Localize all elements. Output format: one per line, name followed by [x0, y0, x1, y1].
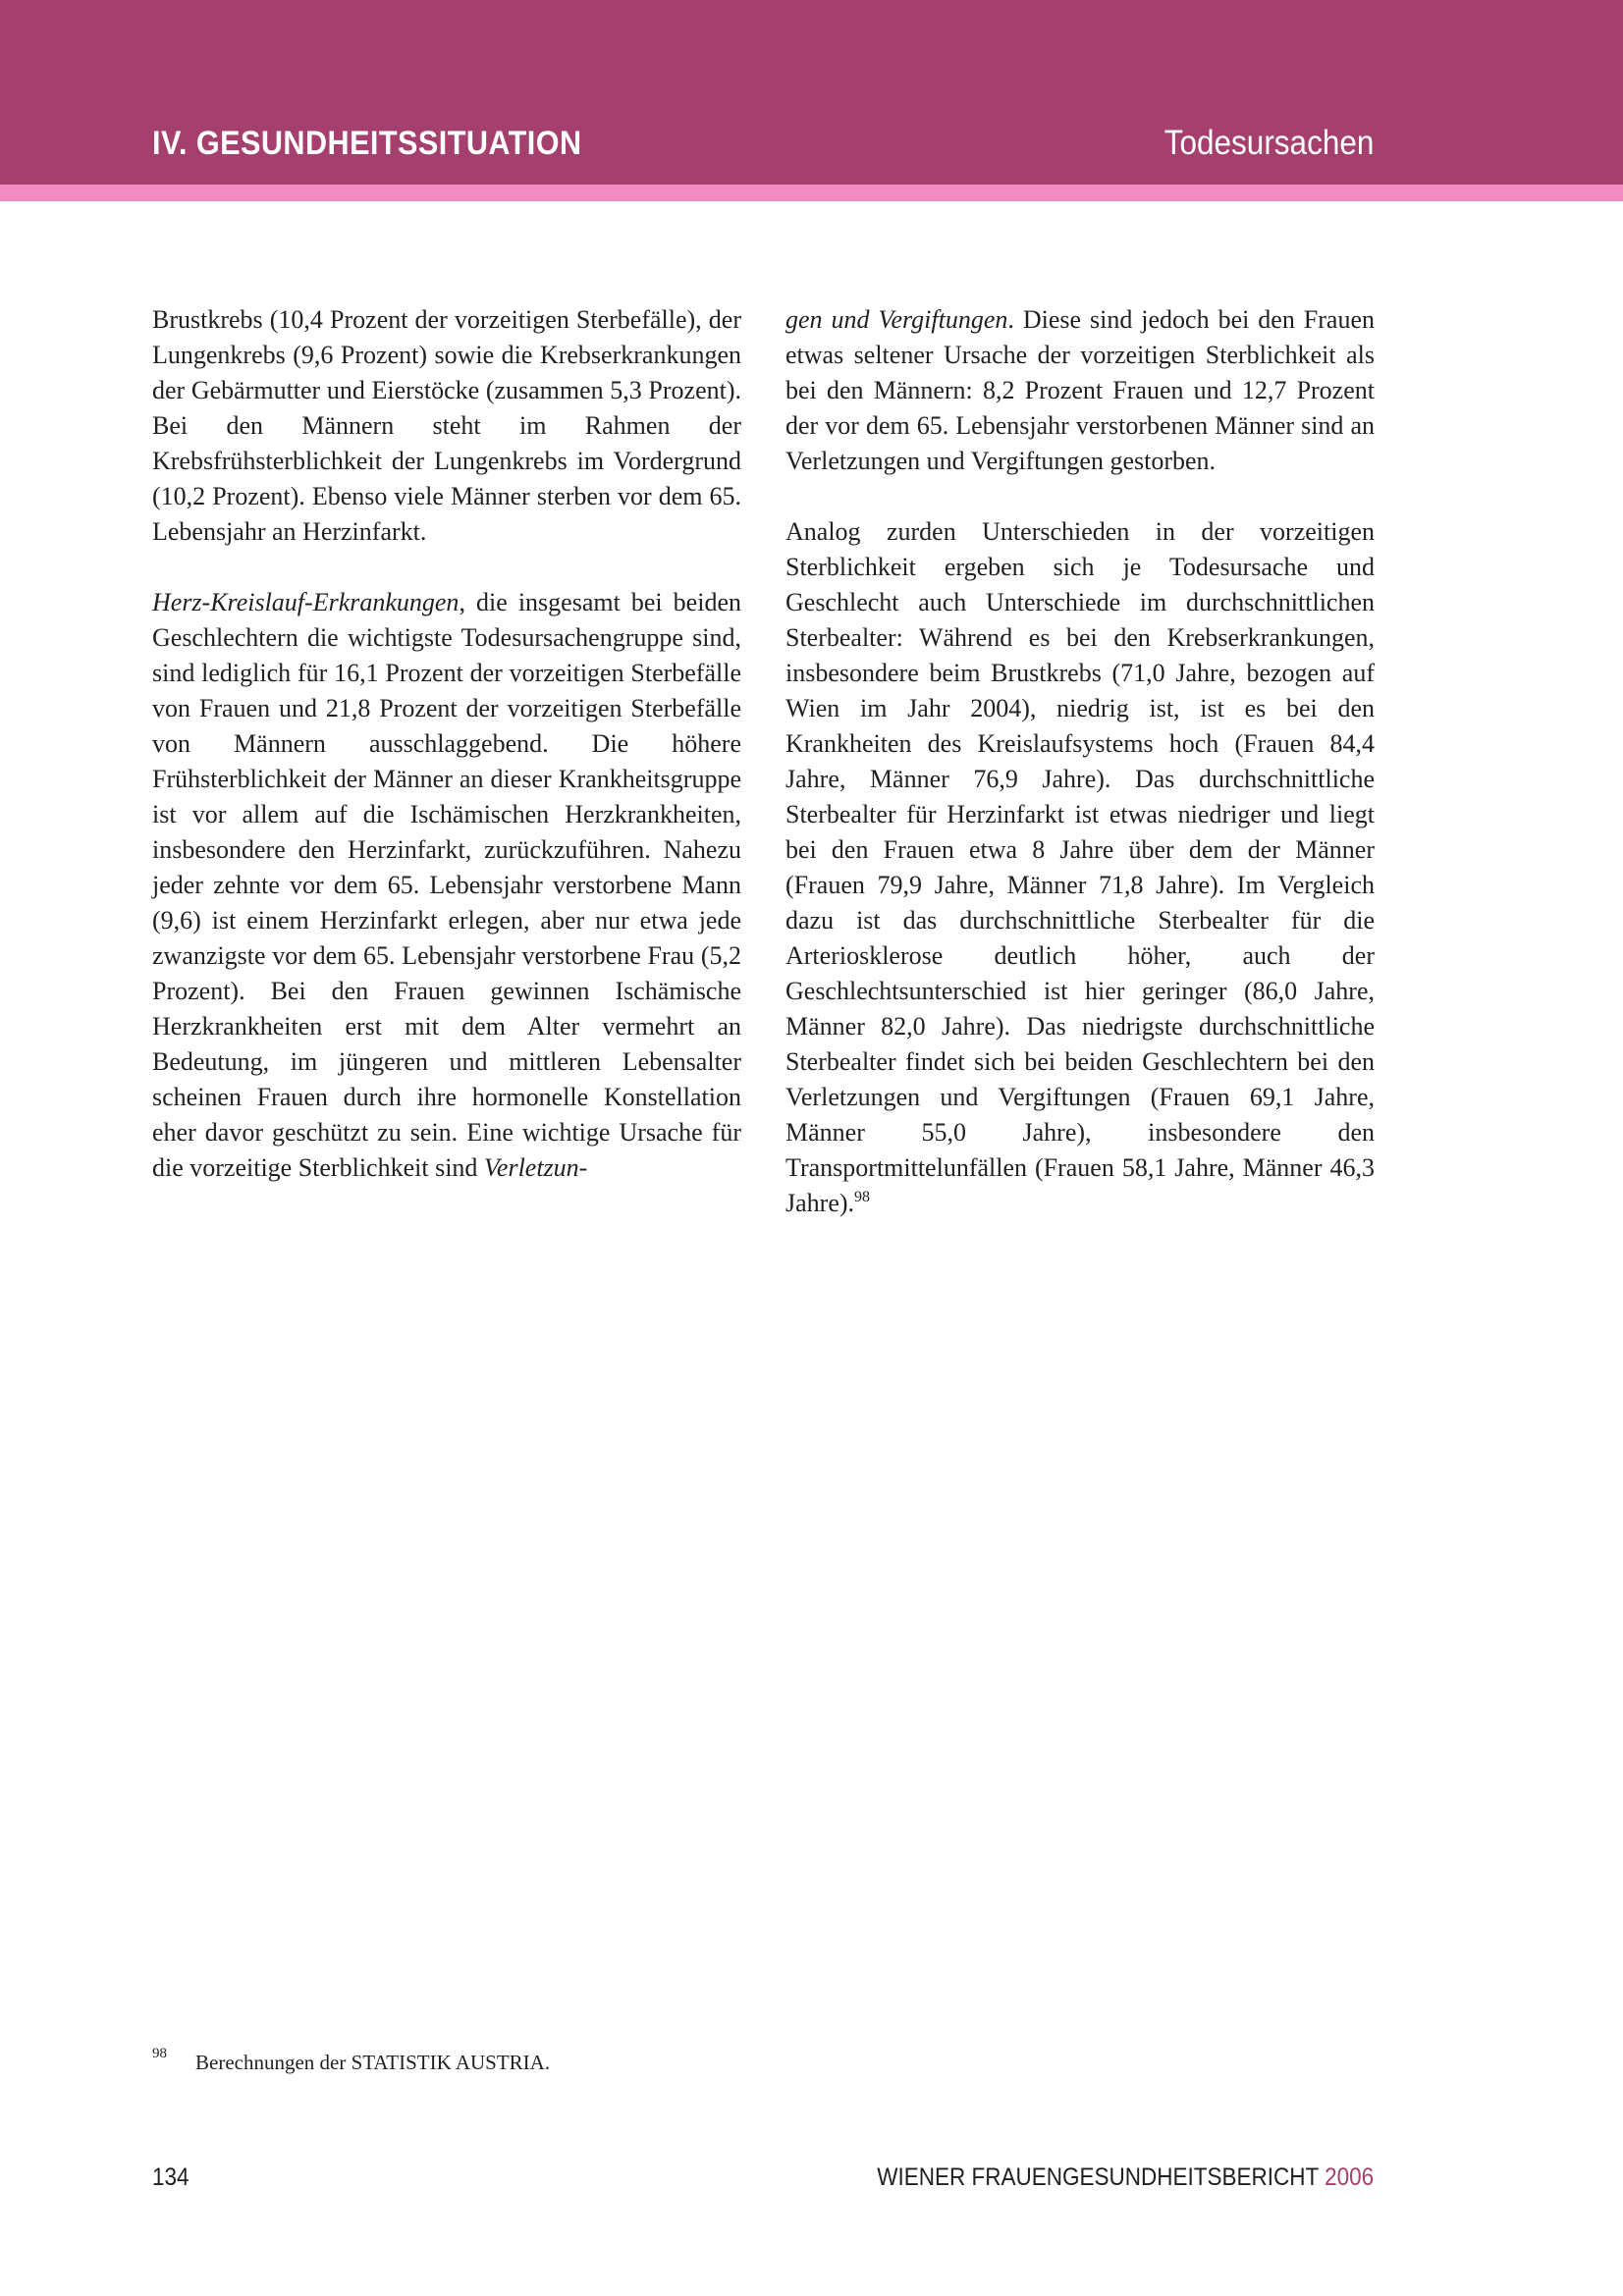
- paragraph-text: , die insgesamt bei beiden Geschlechtern die wichtigste Todesursachengruppe sind, sind lediglich für 16,1 Prozent der vorzeitigen Sterbefälle von Frauen und 21,8 Prozent der vorzeitigen Sterbefälle von Männern ausschlaggebend. Die höhere Frühsterblichkeit der Männer an dieser Krankheitsgruppe ist vor allem auf die Ischämischen Herzkrankheiten, insbesondere den Herzinfarkt, zurückzuführen. Nahezu jeder zehnte vor dem 65. Lebensjahr verstorbene Mann (9,6) ist einem Herzinfarkt erlegen, aber nur etwa jede zwanzigste vor dem 65. Lebensjahr verstorbene Frau (5,2 Prozent). Bei den Frauen gewinnen Ischämische Herzkrankheiten erst mit dem Alter vermehrt an Bedeutung, im jüngeren und mittleren Lebensalter scheinen Frauen durch ihre hormonelle Konstellation eher davor geschützt zu sein. Eine wichtige Ursache für die vorzeitige Sterblichkeit sind: [152, 588, 741, 1182]
- footnote-number: 98: [152, 2046, 167, 2061]
- paragraph: [785, 302, 1375, 479]
- paragraph-text: Analog zurden Unterschieden in der vorzeitigen Sterblichkeit ergeben sich je Todesursache und Geschlecht auch Unterschiede im durchschnittlichen Sterbealter: Während es bei den Krebserkrankungen, insbesondere beim Brustkrebs (71,0 Jahre, bezogen auf Wien im Jahr 2004), niedrig ist, ist es bei den Krankheiten des Kreislaufsystems hoch (Frauen 84,4 Jahre, Männer 76,9 Jahre). Das durchschnittliche Sterbealter für Herzinfarkt ist etwas niedriger und liegt bei den Frauen etwa 8 Jahre über dem der Männer (Frauen 79,9 Jahre, Männer 71,8 Jahre). Im Vergleich dazu ist das durchschnittliche Sterbealter für die Arteriosklerose deutlich höher, auch der Geschlechtsunterschied ist hier geringer (86,0 Jahre, Männer 82,0 Jahre). Das niedrigste durchschnittliche Sterbealter findet sich bei beiden Geschlechtern bei den Verletzungen und Vergiftungen (Frauen 69,1 Jahre, Männer 55,0 Jahre), insbesondere den Transportmittelunfällen (Frauen 58,1 Jahre, Männer 46,3 Jahre).: [785, 517, 1375, 1217]
- section-title: IV. GESUNDHEITSSITUATION: [152, 125, 582, 162]
- left-column: [152, 302, 741, 1186]
- chapter-title: Todesursachen: [1163, 124, 1374, 162]
- report-title: WIENER FRAUENGESUNDHEITSBERICHT: [877, 2163, 1325, 2191]
- paragraph: [152, 585, 741, 1186]
- paragraph: Brustkrebs (10,4 Prozent der vorzeitigen Sterbefälle), der Lungenkrebs (9,6 Prozent) sowie die Krebserkrankungen der Gebärmutter und Eierstöcke (zusammen 5,3 Prozent). Bei den Männern steht im Rahmen der Krebsfrühsterblichkeit der Lungenkrebs im Vordergrund (10,2 Prozent). Ebenso viele Männer sterben vor dem 65. Lebensjahr an Herzinfarkt.: [152, 305, 741, 546]
- report-year: 2006: [1324, 2163, 1374, 2191]
- paragraph: [785, 514, 1375, 1221]
- footer-report-title: [877, 2160, 1374, 2195]
- right-column: [785, 302, 1375, 1221]
- italic-term: gen und Vergiftungen: [785, 305, 1008, 334]
- page-number: 134: [152, 2163, 189, 2191]
- italic-term: Verletzun-: [483, 1153, 588, 1182]
- footnote-reference[interactable]: 98: [854, 1189, 871, 1205]
- paragraph-text: . Diese sind jedoch bei den Frauen etwas seltener Ursache der vorzeitigen Sterblichkeit als bei den Männern: 8,2 Prozent Frauen und 12,7 Prozent der vor dem 65. Lebensjahr verstorbenen Männer sind an Verletzungen und Vergiftungen gestorben.: [785, 305, 1375, 475]
- footnote-text: Berechnungen der STATISTIK AUSTRIA.: [195, 2051, 551, 2074]
- header-stripe: [0, 185, 1623, 201]
- italic-term: Herz-Kreislauf-Erkrankungen: [152, 588, 460, 616]
